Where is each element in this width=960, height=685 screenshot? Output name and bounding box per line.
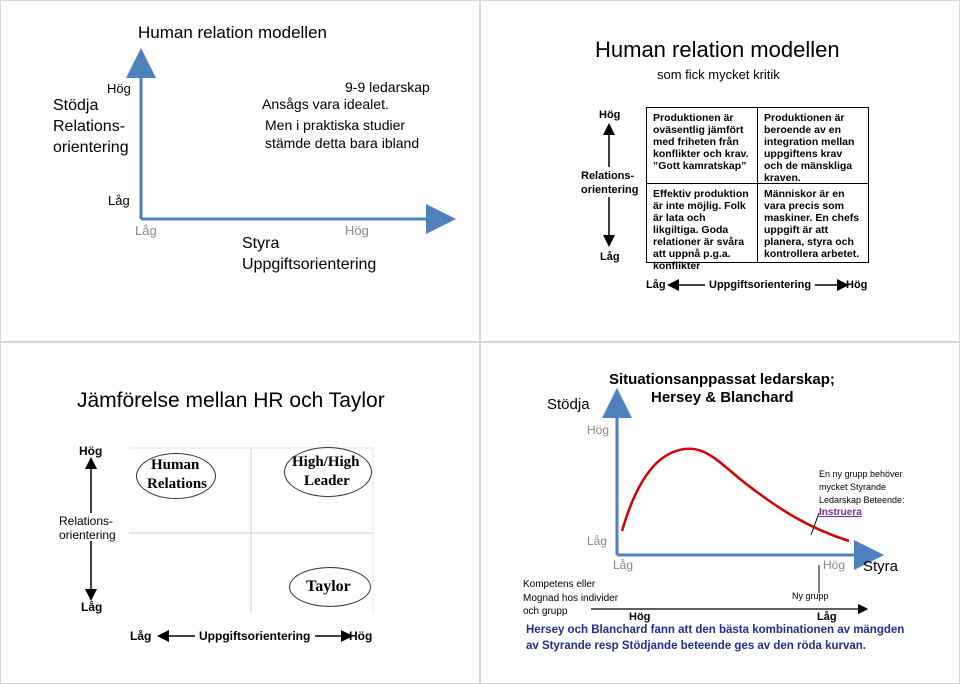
- quadrant-bottom-right: Människor är en vara precis som maskiner. En chefs uppgift är att planera, styra och kontrollera arbetet.: [757, 183, 869, 263]
- slide-human-relation-critique: [480, 0, 960, 342]
- note-text: stämde detta bara ibland: [265, 135, 420, 151]
- note-text: Men i praktiska studier: [265, 117, 406, 133]
- annotation-text: mycket Styrande: [819, 482, 887, 492]
- quadrant-label-taylor: Taylor: [306, 578, 351, 595]
- x-axis-low: Låg: [130, 629, 152, 643]
- x-axis-label: Uppgiftsorientering: [199, 629, 311, 643]
- x-axis-high: Hög: [345, 223, 369, 238]
- red-curve: [622, 449, 849, 541]
- y-axis-label: orientering: [59, 528, 116, 542]
- x-axis-label: Uppgiftsorientering: [709, 279, 812, 291]
- slide4-title: Hersey & Blanchard: [651, 389, 794, 406]
- slide1-axes: [1, 1, 481, 343]
- y-axis-label: Relations-: [53, 118, 126, 135]
- x-axis-low: Låg: [613, 558, 634, 572]
- x-axis-label: Uppgiftsorientering: [242, 256, 377, 273]
- quadrant-top-left: Produktionen är oväsentlig jämfört med friheten från konflikter och krav. ”Gott kamratskap”: [646, 107, 758, 187]
- y-axis-high: Hög: [587, 423, 610, 437]
- quadrant-label-human-relations: Human: [151, 457, 200, 473]
- slide2-subtitle: som fick mycket kritik: [657, 67, 780, 82]
- slide1-title: Human relation modellen: [138, 23, 327, 42]
- x-axis-high: Hög: [846, 279, 868, 291]
- y-axis-label: Stödja: [53, 97, 99, 114]
- quadrant-bottom-left: Effektiv produktion är inte möjlig. Folk är lata och likgiltiga. Goda relationer är svåra att uppnå p.g.a. konflikter: [646, 183, 758, 263]
- annotation-text: En ny grupp behöver: [819, 469, 903, 479]
- maturity-label: och grupp: [523, 606, 568, 617]
- y-axis-label: Relations-: [581, 170, 635, 182]
- y-axis-label: orientering: [53, 139, 129, 156]
- x-axis-low: Låg: [135, 223, 157, 238]
- quadrant-label-human-relations: Relations: [147, 476, 207, 492]
- x-axis-label: Styra: [242, 235, 280, 252]
- annotation-instruera: Instruera: [819, 507, 862, 518]
- slide-hr-vs-taylor: [0, 342, 480, 684]
- y-axis-low: Låg: [81, 600, 103, 614]
- y-axis-high: Hög: [79, 444, 103, 458]
- maturity-label: Kompetens eller: [523, 579, 596, 590]
- y-axis-label: orientering: [581, 184, 639, 196]
- y-axis-label: Stödja: [547, 396, 590, 413]
- x-axis-label: Styra: [863, 558, 899, 575]
- slide3-title: Jämförelse mellan HR och Taylor: [77, 389, 385, 412]
- conclusion-text: Hersey och Blanchard fann att den bästa kombinationen av mängden: [526, 624, 905, 636]
- note-text: 9-9 ledarskap: [345, 79, 430, 95]
- quadrant-label-high-high: Leader: [304, 473, 350, 489]
- slide-situational-leadership: [480, 342, 960, 684]
- x-axis-high: Hög: [349, 629, 373, 643]
- y-axis-low: Låg: [600, 251, 620, 263]
- maturity-low: Låg: [817, 611, 837, 623]
- x-axis-low: Låg: [646, 279, 666, 291]
- conclusion-text: av Styrande resp Stödjande beteende ges av den röda kurvan.: [526, 640, 867, 652]
- quadrant-top-right: Produktionen är beroende av en integration mellan uppgiftens krav och de mänskliga kraven.: [757, 107, 869, 187]
- annotation-text: Ledarskap Beteende:: [819, 495, 905, 505]
- slide4-title: Situationsanppassat ledarskap;: [609, 371, 835, 388]
- y-axis-low: Låg: [108, 193, 130, 208]
- ny-grupp-label: Ny grupp: [792, 591, 829, 601]
- quadrant-label-high-high: High/High: [292, 454, 360, 470]
- y-axis-label: Relations-: [59, 514, 114, 528]
- slide-human-relation: [0, 0, 480, 342]
- slide2-title: Human relation modellen: [595, 37, 840, 62]
- note-text: Ansågs vara idealet.: [262, 96, 389, 112]
- y-axis-low: Låg: [587, 534, 608, 548]
- maturity-high: Hög: [629, 611, 651, 623]
- y-axis-high: Hög: [107, 81, 131, 96]
- x-axis-high: Hög: [823, 558, 846, 572]
- maturity-label: Mognad hos individer: [523, 593, 619, 604]
- y-axis-high: Hög: [599, 109, 621, 121]
